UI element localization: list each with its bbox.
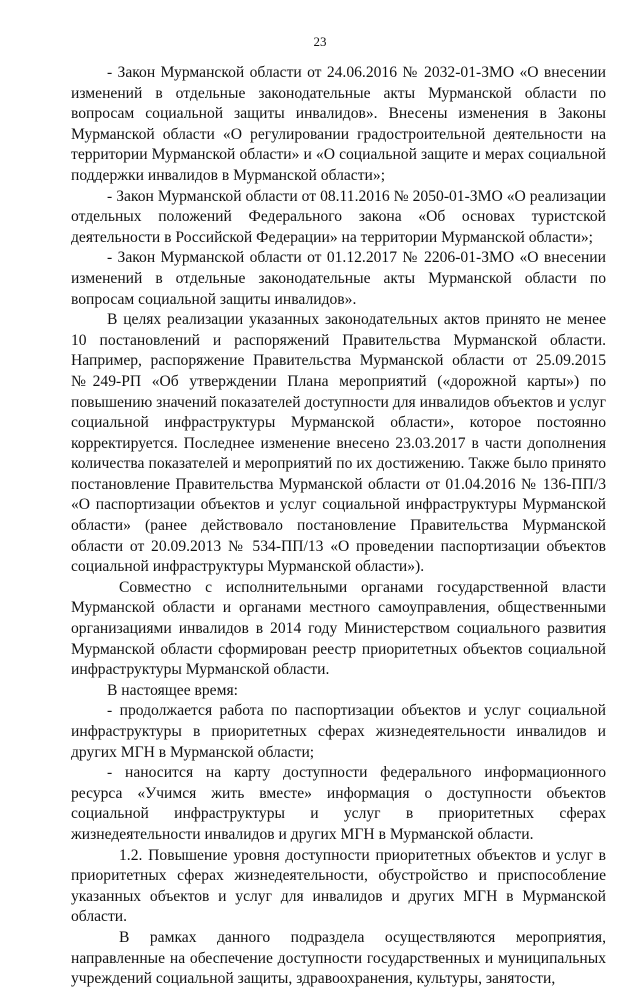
paragraph-implementation: В целях реализации указанных законодательных актов принято не менее 10 постановлений и распоряжений Правительства Мурманской области. Например, распоряжение Правительства Мурманской области от 25.09.2015 №249-РП «Об утверждении Плана мероприятий («дорожной карты») по повышению значений показателей доступности для инвалидов объектов и услуг социальной инфраструктуры Мурманской области», которое постоянно корректируется. Последнее изменение внесено 23.03.2017 в части дополнения количества показателей и мероприятий по их достижению. Также было принято постановление Правительства Мурманской области от 01.04.2016 № 136-ПП/3 «О паспортизации объектов и услуг социальной инфраструктуры Мурманской области» (ранее действовало постановление Правительства Мурманской области от 20.09.2013 № 534-ПП/13 «О проведении паспортизации объектов социальной инфраструктуры Мурманской области»). bbox=[71, 311, 606, 576]
paragraph-registry: Совместно с исполнительными органами государственной власти Мурманской области и органами местного самоуправления, общественными организациями инвалидов в 2014 году Министерством социального развития Мурманской области сформирован реестр приоритетных объектов социальной инфраструктуры Мурманской области. bbox=[71, 578, 606, 679]
document-body bbox=[71, 63, 606, 990]
paragraph-passportization: - продолжается работа по паспортизации объектов и услуг социальной инфраструктуры в приоритетных сферах жизнедеятельности инвалидов и других МГН в Мурманской области; bbox=[71, 702, 606, 761]
paragraph-current-time: В настоящее время: bbox=[107, 681, 238, 699]
paragraph-law-2050: - Закон Мурманской области от 08.11.2016 № 2050-01-ЗМО «О реализации отдельных положений Федерального закона «Об основах туристской деятельности в Российской Федерации» на территории Мурманской области»; bbox=[71, 187, 606, 246]
paragraph-law-2032: - Закон Мурманской области от 24.06.2016 № 2032-01-ЗМО «О внесении изменений в отдельные законодательные акты Мурманской области по вопросам социальной защиты инвалидов». Внесены изменения в Законы Мурманской области «О регулировании градостроительной деятельности на территории Мурманской области» и «О социальной защите и мерах социальной поддержки инвалидов в Мурманской области»; bbox=[71, 64, 606, 184]
paragraph-section-1-2: 1.2. Повышение уровня доступности приоритетных объектов и услуг в приоритетных сферах жизнедеятельности, обустройство и приспособление указанных объектов и услуг для инвалидов и других МГН в Мурманской области. bbox=[71, 846, 606, 926]
page-number: 23 bbox=[313, 34, 327, 49]
paragraph-subsection-measures: В рамках данного подраздела осуществляются мероприятия, направленные на обеспечение доступности государственных и муниципальных учреждений социальной защиты, здравоохранения, культуры, занятости, bbox=[71, 928, 606, 988]
paragraph-law-2206: - Закон Мурманской области от 01.12.2017 № 2206-01-ЗМО «О внесении изменений в отдельные законодательные акты Мурманской области по вопросам социальной защиты инвалидов». bbox=[71, 249, 606, 308]
paragraph-accessibility-map: - наносится на карту доступности федерального информационного ресурса «Учимся жить вместе» информация о доступности объектов социальной инфраструктуры и услуг в приоритетных сферах жизнедеятельности инвалидов и других МГН в Мурманской области. bbox=[71, 764, 606, 843]
